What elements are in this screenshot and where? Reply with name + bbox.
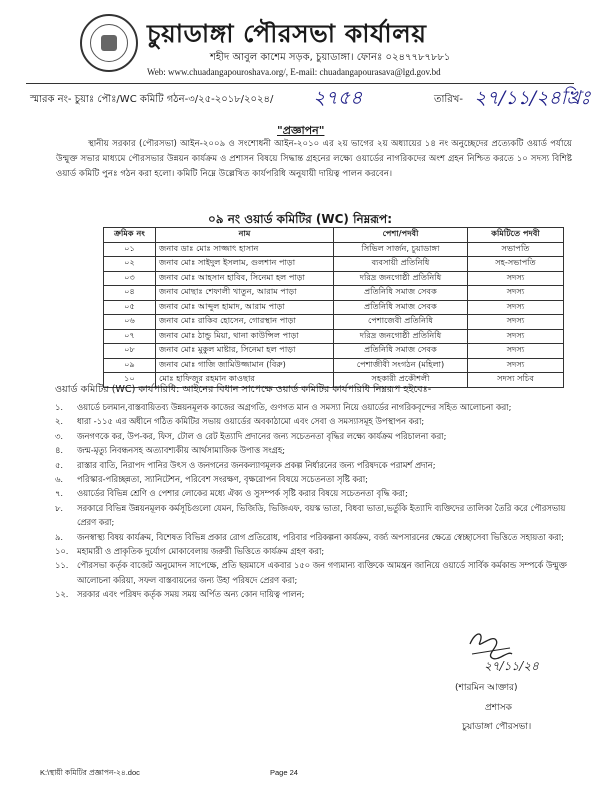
cell-name: জনাব মোঃ সাইদুল ইসলাম, গুলশান পাড়া	[156, 257, 334, 272]
item-text: ওয়ার্ডে চলমান,বাস্তবায়িতব্য উন্নয়নমূলক কাজের অগ্রগতি, গুণগত মান ও সমস্যা নিয়ে ওয়ার্ডের নাগরিকবৃন্দের সহিত আলোচনা করা;	[77, 402, 512, 412]
cell-profession: ব্যবসায়ী প্রতিনিধি	[334, 257, 468, 272]
org-address: শহীদ আবুল কাশেম সড়ক, চুয়াডাঙ্গা। ফোনঃ ০২৪৭৭৮৭৮৮১	[210, 52, 451, 63]
table-header-row	[104, 228, 564, 243]
cell-role: সহ-সভাপতি	[468, 257, 564, 272]
cell-role: সদস্য	[468, 286, 564, 301]
item-number: ৮.	[55, 502, 64, 513]
list-item	[55, 472, 577, 486]
item-number: ৪.	[55, 445, 64, 456]
list-item	[55, 587, 577, 601]
cell-role: সদস্য	[468, 358, 564, 373]
table-row	[104, 300, 564, 315]
cell-profession: প্রতিনিধি সমাজ সেবক	[334, 344, 468, 359]
cell-profession: পেশাজেবী প্রতিনিধি	[334, 315, 468, 330]
list-item	[55, 458, 577, 472]
cell-serial: ০৯	[104, 358, 156, 373]
cell-role: সভাপতি	[468, 242, 564, 257]
list-item	[55, 414, 577, 428]
table-row	[104, 271, 564, 286]
memo-number: স্মারক নং- চুয়াঃ পৌঃ/WC কমিটি গঠন-৩/২৫-২০১৮/২০২৪/	[30, 94, 274, 105]
municipality-seal-logo	[80, 14, 138, 72]
item-number: ৬.	[55, 474, 64, 485]
cell-profession: প্রতিনিধি সমাজ সেবক	[334, 300, 468, 315]
table-row	[104, 344, 564, 359]
cell-name: জনাব মোঃ আহসান হাবিব, সিনেমা হল পাড়া	[156, 271, 334, 286]
cell-serial: ০২	[104, 257, 156, 272]
list-item	[55, 400, 577, 414]
list-item	[55, 443, 577, 457]
cell-role: সদস্য	[468, 300, 564, 315]
item-text: ধারা -১১৫ এর অধীনে গঠিত কমিটির সভায় ওয়ার্ডের অবকাঠামো এবং সেবা ও সমস্যাসমূহ উপস্থাপন করা;	[77, 416, 425, 427]
item-text: সরকার এবং পরিষদ কর্তৃক সময় সময় অর্পিত অন্য কোন দায়িত্ব পালন;	[77, 589, 305, 600]
table-row	[104, 329, 564, 344]
date-handwritten: ২৭/১১/২৪খ্রিঃ	[474, 87, 591, 109]
table-row	[104, 315, 564, 330]
cell-name: জনাব মোঃ আব্দুল হামাদ, আরাম পাড়া	[156, 300, 334, 315]
handwritten-signature	[462, 624, 539, 674]
cell-serial: ০৩	[104, 271, 156, 286]
cell-serial: ০৫	[104, 300, 156, 315]
signature-date: ২৭/১১/২৪	[484, 659, 539, 673]
cell-profession: সিভিল সার্জন, চুয়াডাঙ্গা	[334, 242, 468, 257]
cell-profession: প্রতিনিধি সমাজ সেবক	[334, 286, 468, 301]
cell-serial: ০৭	[104, 329, 156, 344]
table-row	[104, 286, 564, 301]
table-title: ০৯ নং ওয়ার্ড কমিটির (WC) নিম্নরূপ:	[207, 212, 392, 226]
item-text: রাস্তার বাতি, নিরাপদ পানির উৎস ও জনগনের জনকল্যাণমূলক প্রকল্প নির্ধারনের জন্য পরিষদকে পরামর্শ প্রদান;	[77, 459, 436, 470]
cell-profession: সহকারী প্রকৌশলী	[334, 373, 468, 388]
table-row	[104, 242, 564, 257]
item-number: ৭.	[55, 488, 64, 499]
item-number: ১২.	[55, 589, 69, 600]
col-header-name: নাম	[156, 228, 334, 243]
item-text: পরিস্কার-পরিচ্ছন্নতা, স্যানিটেশন, পরিবেশ সংরক্ষণ, বৃক্ষরোপন বিষয়ে সচেতনতা সৃষ্টি করা;	[77, 474, 368, 485]
list-item	[55, 429, 577, 443]
cell-serial: ০৮	[104, 344, 156, 359]
date-label: তারিখ-	[434, 94, 463, 105]
cell-name: মোঃ হাফিজুর রহমান কাওছার	[156, 373, 334, 388]
signer-name: (শারমিন আক্তার)	[455, 683, 518, 693]
list-item	[55, 501, 577, 530]
item-text: সরকারে বিভিন্ন উন্নয়নমূলক কর্মসূচিগুলো যেমন, ভিজিডি, ভিজিএফ, বয়স্ক ভাতা, বিধবা ভাতা,ভর্তুকি ইত্যাদি ব্যক্তিদের তালিকা তৈরি করে পৌরসভায় প্রেরণ করা;	[77, 502, 566, 528]
cell-role: সদস্য	[468, 329, 564, 344]
table-row	[104, 257, 564, 272]
item-number: ৩.	[55, 430, 64, 441]
list-item	[55, 486, 577, 500]
cell-profession: পেশাজীবী সংগঠন (মহিলা)	[334, 358, 468, 373]
footer-filename: K:\স্থায়ী কমিটির প্রজ্ঞাপন-২৪.doc	[40, 768, 140, 777]
col-header-profession: পেশা/পদবী	[334, 228, 468, 243]
list-item	[55, 530, 577, 544]
item-number: ২.	[55, 416, 64, 427]
item-text: মহামারী ও প্রাকৃতিক দুর্যোগ মোকাবেলায় জরুরী ভিত্তিতে কার্যক্রম গ্রহণ করা;	[77, 546, 325, 557]
cell-name: জনাব মোছাঃ শেফালী খাতুন, আরাম পাড়া	[156, 286, 334, 301]
item-number: ১০.	[55, 546, 69, 557]
footer-page-number: Page 24	[270, 768, 298, 777]
signer-office: চুয়াডাঙ্গা পৌরসভা।	[462, 722, 532, 732]
functions-title: ওয়ার্ড কমিটির (WC) কার্যপরিধি: আইনের বিধান সাপেক্ষে ওয়ার্ড কমিটির কার্যপরিধি নিম্নরূপ হইবেঃ-	[55, 384, 432, 395]
cell-name: জনাব মোঃ মুকুল মাষ্টার, সিনেমা হল পাড়া	[156, 344, 334, 359]
item-text: জন্ম-মৃত্যু নিবন্ধনসহ অত্যাবশ্যকীয় আর্থসামাজিক উপাত্ত সংগ্রহ;	[77, 445, 286, 456]
col-header-committee-role: কমিটিতে পদবী	[468, 228, 564, 243]
cell-profession: দরিদ্র জনগোষ্ঠী প্রতিনিধি	[334, 329, 468, 344]
functions-list	[55, 400, 577, 602]
cell-serial: ০৬	[104, 315, 156, 330]
cell-role: সদস্য	[468, 344, 564, 359]
cell-profession: দরিদ্র জনগোষ্ঠী প্রতিনিধি	[334, 271, 468, 286]
item-text: জনস্বাস্থ্য বিষয় কার্যক্রম, বিশেষত বিভিন্ন প্রকার রোগ প্রতিরোধ, পরিবার পরিকল্পনা কার্যক্রম, বর্জ্য অপসারনের ক্ষেত্রে স্বেচ্ছাসেবা ভিত্তিতে সহায়তা করা;	[77, 531, 564, 542]
cell-serial: ০৪	[104, 286, 156, 301]
cell-name: জনাব মোঃ ঠান্ডু মিয়া, থানা কাউন্সিল পাড়া	[156, 329, 334, 344]
cell-role: সদস্য	[468, 271, 564, 286]
cell-role: সদস্য সচিব	[468, 373, 564, 388]
memo-handwritten-number: ২৭৫৪	[313, 87, 363, 109]
item-number: ১১.	[55, 560, 69, 571]
web-email-line: Web: www.chuadangapouroshava.org/, E-mail: chuadangapourasava@lgd.gov.bd	[147, 67, 441, 77]
cell-role: সদস্য	[468, 315, 564, 330]
committee-members-table	[103, 227, 564, 388]
intro-paragraph: স্থানীয় সরকার (পৌরসভা) আইন-২০০৯ ও সংশোধনী আইন-২০১০ এর ২য় ভাগের ২য় অধ্যায়ের ১৪ নং অনুচ্ছেদের প্রত্যেকটি ওয়ার্ড পর্যায়ে উন্মুক্ত সভার মাধ্যমে পৌরসভার উন্নয়ন কার্যক্রম ও প্রশাসন বিষয়ে সিদ্ধান্ত গ্রহনের লক্ষ্যে ওয়ার্ডের নাগরিকদের অংশ গ্রহন নিশ্চিত করতে ১০ সদস্য বিশিষ্ট ওয়ার্ড কমিটি পুনঃ গঠন করা হলো। কমিটি নিম্নে উল্লেখিত কার্যপরিধি অনুযায়ী দায়িত্ব পালন করবেন।	[56, 139, 572, 179]
item-number: ১.	[55, 402, 64, 412]
list-item	[55, 558, 577, 587]
col-header-serial: ক্রমিক নং	[104, 228, 156, 243]
item-text: জনগণকে কর, উপ-কর, ফিস, টোল ও রেট ইত্যাদি প্রদানের জন্য সচেতনতা বৃদ্ধির লক্ষ্যে কার্যক্রম পরিচালনা করা;	[77, 430, 447, 441]
table-row	[104, 358, 564, 373]
cell-serial: ০১	[104, 242, 156, 257]
notice-title: "প্রজ্ঞাপন"	[277, 124, 325, 137]
item-text: পৌরসভা কর্তৃক বাজেট অনুমোদন সাপেক্ষে, প্রতি ছয়মাসে একবার ১৫০ জন গণ্যমান্য ব্যক্তিকে আমন্ত্রন জানিয়ে ওয়ার্ডে সার্বিক কর্মকান্ড সম্পর্কে উন্মুক্ত আলোচনা করিয়া, সফল বাস্তবায়নের জন্য উহা পরিষদে প্রেরণ করা;	[77, 560, 567, 585]
org-title: চুয়াডাঙ্গা পৌরসভা কার্যালয়	[147, 19, 427, 48]
cell-serial: ১০	[104, 373, 156, 388]
cell-name: জনাব ডাঃ মোঃ সাজ্জাৎ হাসান	[156, 242, 334, 257]
cell-name: জনাব মোঃ রাকিব হোসেন, গোরস্থান পাড়া	[156, 315, 334, 330]
list-item	[55, 544, 577, 558]
cell-name: জনাব মোঃ গাজি জামিউজ্জামান (বিরু)	[156, 358, 334, 373]
signer-designation: প্রশাসক	[485, 703, 512, 713]
item-text: ওয়ার্ডের বিভিন্ন শ্রেণি ও পেশার লোকের মধ্যে ঐক্য ও সুসম্পর্ক সৃষ্টি করার বিষয়ে সচেতনতা বৃদ্ধি করা;	[77, 488, 408, 499]
item-number: ৫.	[55, 459, 64, 470]
item-number: ৯.	[55, 531, 64, 542]
